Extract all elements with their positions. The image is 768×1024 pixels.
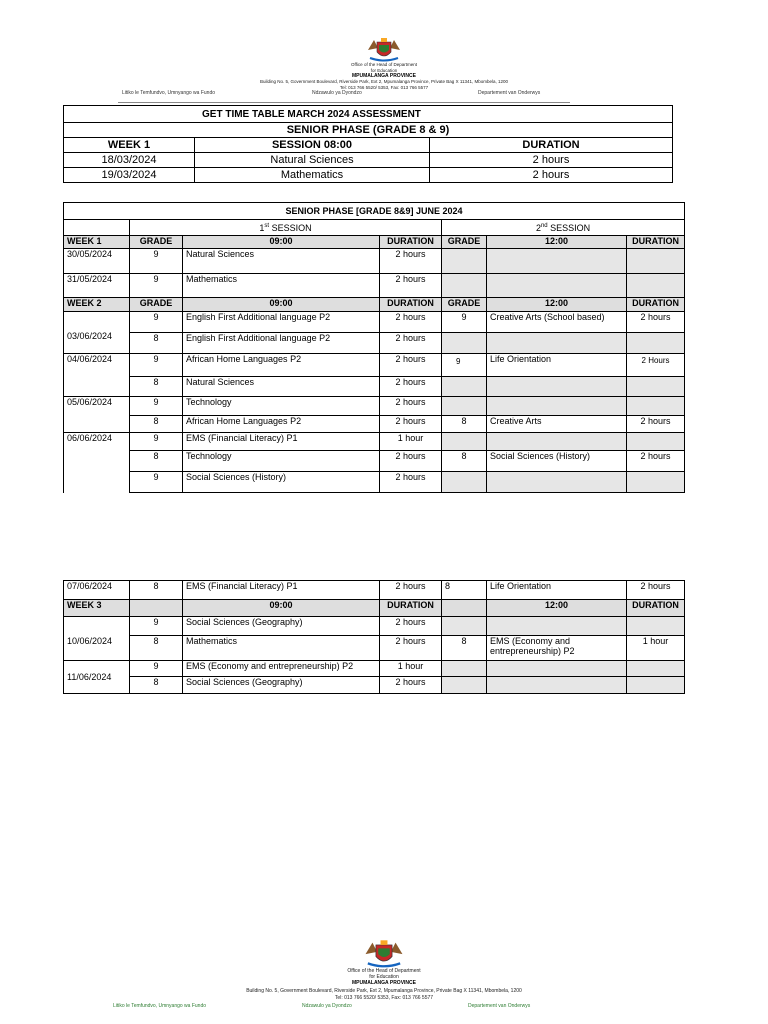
duration-cell: 2 hours xyxy=(380,312,442,333)
table-row xyxy=(64,354,685,377)
duration-cell: 2 hours xyxy=(380,617,442,636)
date-cell: 03/06/2024 xyxy=(64,312,130,354)
grade-cell: 9 xyxy=(130,433,183,451)
grade-cell: 8 xyxy=(130,333,183,354)
date-cell: 07/06/2024 xyxy=(64,581,130,600)
table-row xyxy=(64,153,673,168)
letterhead-bottom xyxy=(0,938,768,1011)
time-1200-header: 12:00 xyxy=(487,600,627,617)
table-row xyxy=(64,677,685,694)
table-row xyxy=(64,636,685,661)
grade-cell: 8 xyxy=(130,451,183,472)
duration-cell: 2 hours xyxy=(380,377,442,397)
letterhead-for-education: for Education xyxy=(369,974,399,980)
grade-cell: 9 xyxy=(130,312,183,333)
duration-cell: 1 hour xyxy=(380,433,442,451)
coat-of-arms-icon xyxy=(364,36,404,62)
table-row xyxy=(64,312,685,333)
grade-cell: 9 xyxy=(130,661,183,677)
duration-header: DURATION xyxy=(380,298,442,312)
june-timetable-continued xyxy=(63,580,685,694)
duration-header: DURATION xyxy=(627,236,685,249)
duration-cell: 2 hours xyxy=(380,451,442,472)
table-row xyxy=(64,661,685,677)
duration-cell: 2 hours xyxy=(380,677,442,694)
grade-cell: 9 xyxy=(130,274,183,298)
march-header-duration: DURATION xyxy=(430,138,673,153)
subject-cell: English First Additional language P2 xyxy=(183,333,380,354)
table-row xyxy=(64,168,673,183)
time-1200-header: 12:00 xyxy=(487,298,627,312)
letterhead-lang-3: Departement van Onderwys xyxy=(478,90,541,96)
letterhead-top xyxy=(0,36,768,98)
letterhead-lang-3: Departement van Onderwys xyxy=(468,1003,531,1009)
grade-header: GRADE xyxy=(442,298,487,312)
grade-cell: 8 xyxy=(130,636,183,661)
duration-cell: 1 hour xyxy=(380,661,442,677)
table-row xyxy=(64,617,685,636)
subject-cell: Mathematics xyxy=(195,168,430,183)
grade-cell: 9 xyxy=(130,354,183,377)
week-1-header: WEEK 1 xyxy=(64,236,130,249)
table-row xyxy=(64,377,685,397)
subject-cell: Social Sciences (History) xyxy=(487,451,627,472)
table-row xyxy=(64,333,685,354)
subject-cell: Social Sciences (History) xyxy=(183,472,380,493)
letterhead-lang-1: Litiko le Temfundvo, Umnyango wa Fundo xyxy=(113,1003,207,1009)
march-subtitle: SENIOR PHASE (GRADE 8 & 9) xyxy=(64,123,673,138)
letterhead-province: MPUMALANGA PROVINCE xyxy=(352,980,416,986)
grade-cell: 8 xyxy=(130,677,183,694)
letterhead-province: MPUMALANGA PROVINCE xyxy=(352,73,416,79)
duration-cell: 2 hours xyxy=(380,274,442,298)
subject-cell: Natural Sciences xyxy=(195,153,430,168)
letterhead-rule xyxy=(118,102,570,103)
duration-cell: 2 hours xyxy=(627,581,685,600)
grade-cell: 9 xyxy=(442,312,487,333)
duration-cell: 2 hours xyxy=(380,472,442,493)
table-row xyxy=(64,274,685,298)
date-cell: 19/03/2024 xyxy=(64,168,195,183)
subject-cell: Creative Arts xyxy=(487,416,627,433)
duration-cell: 2 hours xyxy=(627,451,685,472)
subject-cell: Technology xyxy=(183,397,380,416)
session-1-header: 1st SESSION xyxy=(130,220,442,236)
letterhead-languages xyxy=(0,90,768,98)
date-cell: 31/05/2024 xyxy=(64,274,130,298)
letterhead-address: Building No. 5, Government Boulevard, Riverside Park, Ext 2, Mpumalanga Province, Private Bag X 11341, Mbombela, 1200 xyxy=(259,79,509,84)
grade-cell: 9 xyxy=(130,397,183,416)
date-cell: 10/06/2024 xyxy=(64,617,130,661)
letterhead-tel: Tel: 013 766 5520/ 5353, Fax: 013 766 5577 xyxy=(339,84,429,90)
week-2-header: WEEK 2 xyxy=(64,298,130,312)
grade-cell: 9 xyxy=(130,617,183,636)
time-0900-header: 09:00 xyxy=(183,298,380,312)
subject-cell: Mathematics xyxy=(183,274,380,298)
duration-cell: 2 hours xyxy=(380,636,442,661)
march-header-session: SESSION 08:00 xyxy=(195,138,430,153)
letterhead-address: Building No. 5, Government Boulevard, Riverside Park, Ext 2, Mpumalanga Province, Private Bag X 11341, Mbombela, 1200 xyxy=(246,988,522,994)
time-0900-header: 09:00 xyxy=(183,600,380,617)
time-0900-header: 09:00 xyxy=(183,236,380,249)
subject-cell: EMS (Financial Literacy) P1 xyxy=(183,433,380,451)
letterhead-lang-1: Litiko le Temfundvo, Umnyango wa Fundo xyxy=(122,90,216,96)
subject-cell: Life Orientation xyxy=(487,581,627,600)
date-cell: 18/03/2024 xyxy=(64,153,195,168)
subject-cell: English First Additional language P2 xyxy=(183,312,380,333)
table-row xyxy=(64,433,685,451)
duration-cell: 2 hours xyxy=(380,249,442,274)
table-row xyxy=(64,472,685,493)
date-cell: 04/06/2024 xyxy=(64,354,130,397)
june-title: SENIOR PHASE [GRADE 8&9] JUNE 2024 xyxy=(64,203,685,220)
letterhead-lang-2: Ndzawulo ya Dyondzo xyxy=(302,1003,352,1009)
letterhead-languages xyxy=(0,1003,768,1011)
week-3-header: WEEK 3 xyxy=(64,600,130,617)
letterhead-office: Office of the Head of Department xyxy=(351,62,417,67)
letterhead-lang-2: Ndzawulo ya Dyondzo xyxy=(312,90,362,96)
subject-cell: EMS (Financial Literacy) P1 xyxy=(183,581,380,600)
grade-cell: 8 xyxy=(130,581,183,600)
subject-cell: Life Orientation xyxy=(487,354,627,377)
session-2-header: 2nd SESSION xyxy=(442,220,685,236)
duration-header: DURATION xyxy=(380,600,442,617)
grade-cell: 9 xyxy=(130,249,183,274)
subject-cell: Natural Sciences xyxy=(183,377,380,397)
subject-cell: Technology xyxy=(183,451,380,472)
table-row xyxy=(64,397,685,416)
subject-cell: African Home Languages P2 xyxy=(183,416,380,433)
subject-cell: EMS (Economy and entrepreneurship) P2 xyxy=(487,636,627,661)
grade-cell: 8 xyxy=(442,416,487,433)
time-1200-header: 12:00 xyxy=(487,236,627,249)
date-cell: 06/06/2024 xyxy=(64,433,130,493)
subject-cell: EMS (Economy and entrepreneurship) P2 xyxy=(183,661,380,677)
letterhead-for-education: for Education xyxy=(370,67,398,73)
subject-cell: Social Sciences (Geography) xyxy=(183,617,380,636)
grade-header: GRADE xyxy=(130,236,183,249)
subject-cell: Mathematics xyxy=(183,636,380,661)
coat-of-arms-icon xyxy=(356,938,412,968)
duration-cell: 2 hours xyxy=(627,416,685,433)
duration-cell: 1 hour xyxy=(627,636,685,661)
duration-cell: 2 hours xyxy=(380,581,442,600)
duration-cell: 2 hours xyxy=(380,416,442,433)
grade-cell: 8 xyxy=(130,416,183,433)
grade-cell: 8 xyxy=(130,377,183,397)
duration-header: DURATION xyxy=(380,236,442,249)
duration-cell: 2 Hours xyxy=(627,354,685,377)
subject-cell: Creative Arts (School based) xyxy=(487,312,627,333)
table-row xyxy=(64,249,685,274)
march-title: GET TIME TABLE MARCH 2024 ASSESSMENT xyxy=(64,106,673,123)
letterhead-tel: Tel: 013 766 5520/ 5353, Fax: 013 766 5577 xyxy=(334,995,434,1001)
grade-header: GRADE xyxy=(130,298,183,312)
duration-header: DURATION xyxy=(627,600,685,617)
duration-cell: 2 hours xyxy=(380,354,442,377)
duration-cell: 2 hours xyxy=(430,153,673,168)
table-row xyxy=(64,451,685,472)
grade-cell: 9 xyxy=(130,472,183,493)
date-cell: 11/06/2024 xyxy=(64,661,130,694)
grade-cell: 8 xyxy=(442,636,487,661)
grade-header: GRADE xyxy=(442,236,487,249)
subject-cell: Natural Sciences xyxy=(183,249,380,274)
june-timetable xyxy=(63,202,685,493)
letterhead-office: Office of the Head of Department xyxy=(347,968,421,974)
march-header-week: WEEK 1 xyxy=(64,138,195,153)
grade-cell: 8 xyxy=(442,581,487,600)
duration-cell: 2 hours xyxy=(627,312,685,333)
date-cell: 30/05/2024 xyxy=(64,249,130,274)
grade-cell: 8 xyxy=(442,451,487,472)
duration-cell: 2 hours xyxy=(430,168,673,183)
grade-cell: 9 xyxy=(442,354,487,377)
subject-cell: Social Sciences (Geography) xyxy=(183,677,380,694)
subject-cell: African Home Languages P2 xyxy=(183,354,380,377)
duration-cell: 2 hours xyxy=(380,333,442,354)
date-cell: 05/06/2024 xyxy=(64,397,130,433)
table-row xyxy=(64,581,685,600)
table-row xyxy=(64,416,685,433)
march-timetable xyxy=(63,105,673,183)
duration-cell: 2 hours xyxy=(380,397,442,416)
duration-header: DURATION xyxy=(627,298,685,312)
